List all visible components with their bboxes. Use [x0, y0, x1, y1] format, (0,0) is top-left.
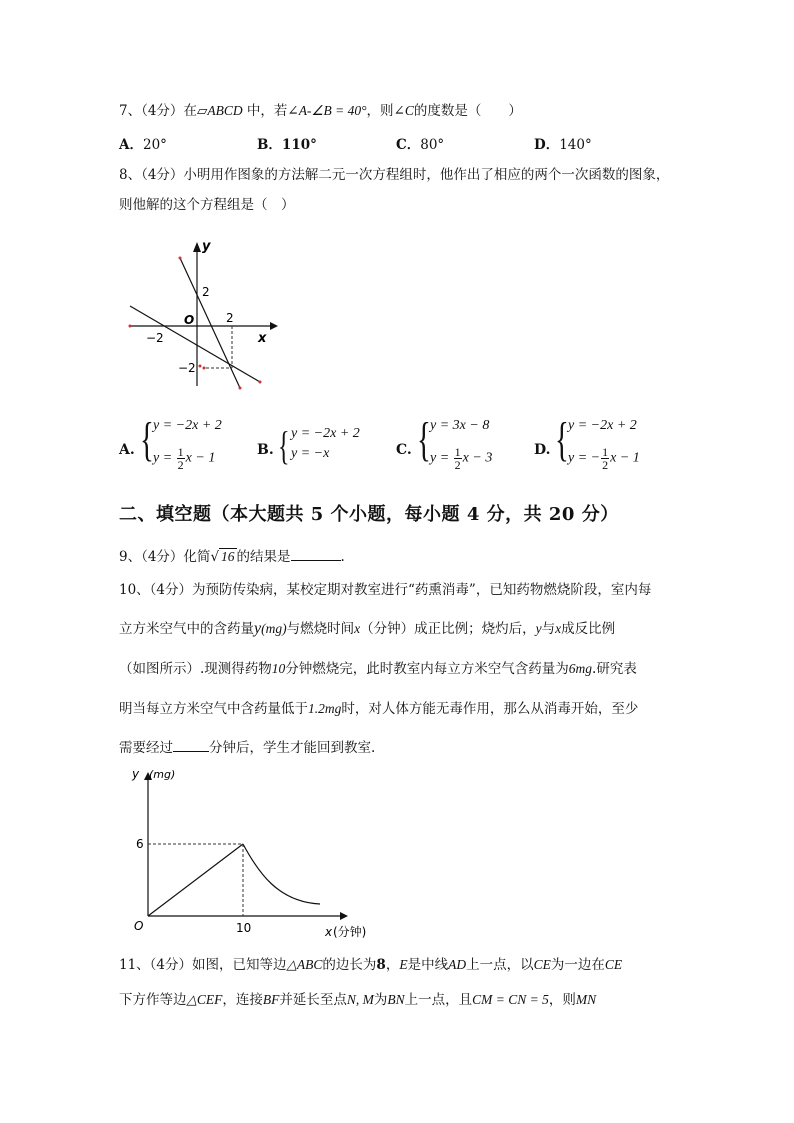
brace-glyph: { — [417, 413, 431, 466]
section-2-title: 二、填空题（本大题共 5 个小题，每小题 4 分，共 20 分） — [119, 504, 619, 525]
q10-y-axis-label: y — [132, 767, 140, 781]
question-10-line2: 立方米空气中的含药量y(mg)与燃烧时间x（分钟）成正比例；烧灼后，y与x成反比例 — [119, 620, 616, 637]
q7-option-d[interactable]: D．140° — [534, 137, 592, 153]
brace-glyph: { — [555, 413, 569, 466]
q8-yneg2-label: −2 — [178, 361, 196, 375]
q8-option-d-system[interactable]: { y = −2x + 2 y = − $\frac{1}{2}$ x − 1 — [555, 413, 640, 472]
q9-answer-blank[interactable] — [291, 546, 341, 561]
q8-endpoint-dot — [129, 325, 132, 328]
q10-x-tick-10: 10 — [236, 921, 252, 935]
q10-concentration-graph — [118, 764, 378, 942]
brace-glyph: { — [278, 423, 290, 468]
question-8-line2: 则他解的这个方程组是（ ） — [119, 197, 295, 213]
q10-y-tick-6: 6 — [136, 837, 144, 851]
question-9: 9、（4分）化简√ 16 的结果是 . — [119, 546, 345, 567]
q8-y2-label: 2 — [202, 285, 210, 299]
brace-glyph: { — [140, 413, 154, 466]
q8-option-d-label[interactable]: D. — [534, 442, 551, 458]
q8-option-a-system[interactable]: { y = −2x + 2 y = $\frac{1}{2}$ x − 1 — [140, 413, 222, 472]
question-7: 7、（4分）在▱ABCD 中，若∠A-∠B = 40°，则∠C的度数是（ ） — [119, 103, 522, 119]
q8-option-c-label[interactable]: C. — [396, 442, 412, 458]
q8-endpoint-dot — [239, 387, 242, 390]
q8-x2-label: 2 — [226, 311, 234, 325]
q10-x-unit-label: (分钟) — [333, 925, 367, 939]
q7-option-a[interactable]: A．20° — [119, 137, 167, 153]
question-10-line4: 明当每立方米空气中含药量低于1.2mg时，对人体方能无毒作用，那么从消毒开始，至少 — [119, 701, 639, 717]
q7-option-b[interactable]: B．110° — [257, 137, 317, 153]
question-10-line5: 需要经过 分钟后，学生才能回到教室. — [119, 737, 375, 758]
q7-option-c[interactable]: C．80° — [396, 137, 445, 153]
q8-endpoint-dot — [203, 367, 206, 370]
q10-origin-label: O — [134, 919, 144, 933]
q8-y-label: y — [202, 239, 211, 254]
q8-option-a-label[interactable]: A. — [119, 442, 135, 458]
q8-origin-label: O — [184, 313, 195, 327]
q10-x-arrow — [340, 912, 348, 920]
q8-option-b-system[interactable]: { y = −2x + 2 y = −x — [278, 423, 360, 468]
q8-endpoint-dot — [259, 381, 262, 384]
question-8-line1: 8、（4分）小明用作图象的方法解二元一次方程组时，他作出了相应的两个一次函数的图象， — [119, 167, 670, 183]
q8-x-label: x — [258, 331, 267, 346]
q8-endpoint-dot — [179, 257, 182, 260]
q8-x-arrow — [270, 322, 278, 330]
q8-option-b-label[interactable]: B. — [257, 442, 274, 458]
q7-number: 7、（4分） — [119, 103, 184, 119]
q8-linear-graph — [120, 236, 280, 396]
q8-option-c-system[interactable]: { y = 3x − 8 y = $\frac{1}{2}$ x − 3 — [417, 413, 493, 472]
q10-answer-blank[interactable] — [173, 737, 209, 752]
q10-inverse-curve — [243, 844, 320, 904]
q8-endpoint-dot — [199, 365, 202, 368]
question-11-line2: 下方作等边△CEF，连接BF并延长至点N, M为BN上一点，且CM = CN = 5，则MN — [119, 992, 597, 1008]
question-11-line1: 11、（4分）如图，已知等边△ABC的边长为8，E是中线AD上一点，以CE为一边在CE — [119, 957, 623, 973]
q10-y-unit-label: (mg) — [149, 768, 176, 781]
question-10-line1: 10、（4分）为预防传染病，某校定期对教室进行“药熏消毒”，已知药物燃烧阶段，室内每 — [119, 582, 652, 598]
q10-proportional-line — [148, 844, 243, 916]
q10-x-axis-label: x — [325, 925, 333, 939]
question-10-line3: （如图所示）.现测得药物10分钟燃烧完，此时教室内每立方米空气含药量为6mg.研究表 — [119, 661, 637, 677]
q8-xneg2-label: −2 — [146, 331, 164, 345]
sqrt-symbol: √ — [210, 549, 220, 565]
q8-y-arrow — [193, 242, 201, 252]
